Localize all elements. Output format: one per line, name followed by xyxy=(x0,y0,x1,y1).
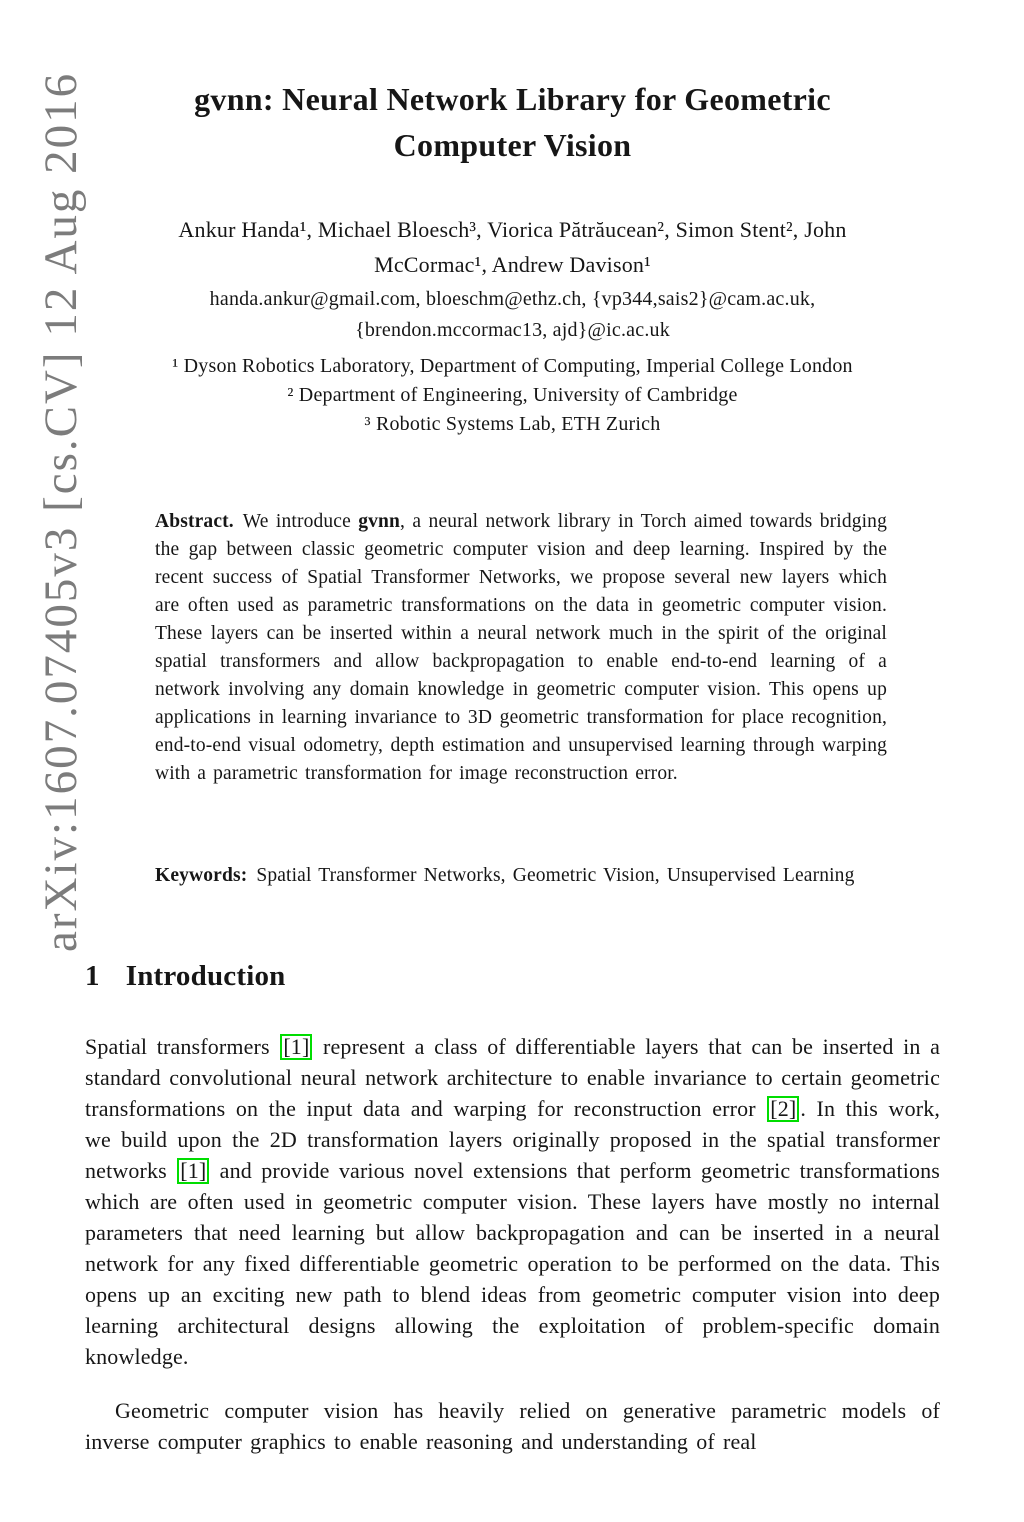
affiliations xyxy=(85,352,940,439)
paragraph-text: represent a class of differentiable layers that can be inserted in a standard convolutional neural network architecture to enable invariance to certain geometric transformations on the input data and warping for reconstruction error xyxy=(85,1034,940,1121)
paper-title-line-1: gvnn: Neural Network Library for Geometric xyxy=(194,81,831,117)
affiliation-2: ² Department of Engineering, University of Cambridge xyxy=(287,384,738,406)
affiliation-3: ³ Robotic Systems Lab, ETH Zurich xyxy=(364,413,661,435)
paragraph-text: and provide various novel extensions that perform geometric transformations which are often used in geometric computer vision. These layers have mostly no internal parameters that need learning but allow backpropagation and can be inserted in a neural network for any fixed differentiable geometric operation to be performed on the data. This opens up an exciting new path to blend ideas from geometric computer vision into deep learning architectural designs allowing the exploitation of problem-specific domain knowledge. xyxy=(85,1158,940,1369)
author-list xyxy=(85,212,940,282)
paragraph-text: . In this work, we build upon the 2D transformation layers originally proposed in the spatial transformer networks xyxy=(85,1096,940,1183)
abstract-text-before: We introduce xyxy=(242,511,359,532)
section-heading-introduction xyxy=(85,960,940,993)
abstract-label: Abstract. xyxy=(155,511,234,532)
intro-paragraph-1 xyxy=(85,1031,940,1372)
paper-title-line-2: Computer Vision xyxy=(393,127,632,163)
affiliation-1: ¹ Dyson Robotics Laboratory, Department of Computing, Imperial College London xyxy=(172,355,853,377)
arxiv-watermark: arXiv:1607.07405v3 [cs.CV] 12 Aug 2016 xyxy=(35,71,87,952)
keywords-text: Spatial Transformer Networks, Geometric Vision, Unsupervised Learning xyxy=(256,865,855,886)
abstract-text-after: , a neural network library in Torch aimed towards bridging the gap between classic geometric computer vision and deep learning. Inspired by the recent success of Spatial Transformer Networks, we propose several new layers which are often used as parametric transformations on the data in geometric computer vision. These layers can be inserted within a neural network much in the spirit of the original spatial transformers and allow backpropagation to enable end-to-end learning of a network involving any domain knowledge in geometric computer vision. This opens up applications in learning invariance to 3D geometric transformation for place recognition, end-to-end visual odometry, depth estimation and unsupervised learning through warping with a parametric transformation for image reconstruction error. xyxy=(155,511,887,784)
paragraph-text: Spatial transformers xyxy=(85,1034,280,1059)
author-line-1: Ankur Handa¹, Michael Bloesch³, Viorica Pătrăucean², Simon Stent², John xyxy=(178,217,847,242)
section-title: Introduction xyxy=(125,960,286,992)
citation-link-3[interactable]: [1] xyxy=(177,1158,209,1184)
section-number: 1 xyxy=(85,960,100,992)
paper-title xyxy=(85,76,940,168)
intro-paragraph-2 xyxy=(85,1395,940,1457)
email-line-1: handa.ankur@gmail.com, bloeschm@ethz.ch, {vp344,sais2}@cam.ac.uk, xyxy=(209,288,816,310)
citation-link-2[interactable]: [2] xyxy=(767,1096,799,1122)
author-line-2: McCormac¹, Andrew Davison¹ xyxy=(374,252,651,277)
abstract-gvnn: gvnn xyxy=(358,511,401,532)
email-line-2: {brendon.mccormac13, ajd}@ic.ac.uk xyxy=(355,319,670,341)
keywords-label: Keywords: xyxy=(155,865,248,886)
author-emails xyxy=(85,284,940,346)
keywords xyxy=(155,862,887,890)
abstract xyxy=(155,508,887,788)
citation-link-1[interactable]: [1] xyxy=(280,1034,312,1060)
paragraph-text: Geometric computer vision has heavily relied on generative parametric models of inverse computer graphics to enable reasoning and understanding of real xyxy=(85,1398,940,1454)
